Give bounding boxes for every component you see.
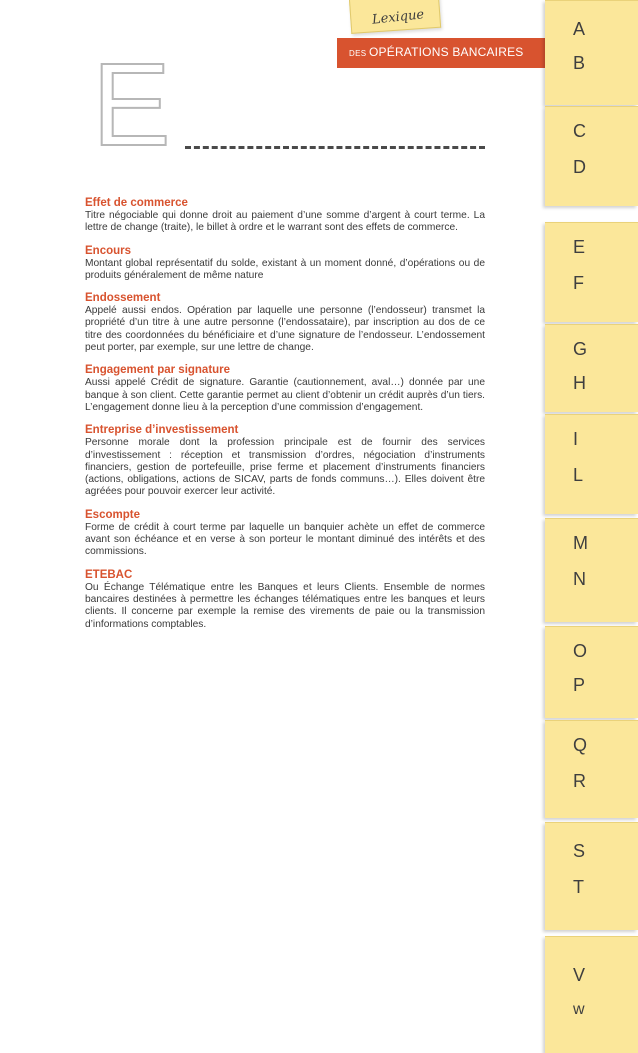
- entry-definition: Ou Échange Télématique entre les Banques et leurs Clients. Ensemble de normes bancaires destinées à permettre les échanges télématiques entre les banques et leurs clients. Il concerne par exemple la remise des virements de paie ou la transmission d’informations comptables.: [85, 581, 485, 630]
- glossary-entry: [85, 244, 485, 283]
- tab-e-f[interactable]: [545, 222, 638, 322]
- tab-letter: H: [573, 373, 586, 393]
- tab-letter: A: [573, 19, 586, 39]
- entry-term: Effet de commerce: [85, 197, 188, 209]
- dashed-divider: [185, 146, 485, 149]
- glossary-entry: [85, 423, 485, 498]
- glossary-entry: [85, 196, 485, 235]
- entry-term: Encours: [85, 244, 132, 257]
- tab-letter: E: [573, 237, 586, 257]
- glossary-list: [85, 196, 485, 640]
- entry-term: ETEBAC: [85, 568, 133, 581]
- tab-letter: I: [573, 429, 579, 449]
- entry-definition: Montant global représentatif du solde, existant à un moment donné, d’opérations ou de produits généralement de même nature: [85, 257, 485, 281]
- entry-definition: Aussi appelé Crédit de signature. Garantie (cautionnement, aval…) donnée par une banque à son client. Cette garantie permet au client d’obtenir un crédit auprès d’un tiers. L’engagement donne lieu à la perception d’une commission d’engagement.: [85, 377, 485, 413]
- header-title: OPÉRATIONS BANCAIRES: [369, 45, 524, 59]
- tab-letter: O: [573, 641, 588, 661]
- entry-term: Escompte: [85, 508, 140, 521]
- alphabet-tabs: [545, 0, 638, 1053]
- tab-letter: T: [573, 877, 584, 897]
- glossary-entry: [85, 363, 485, 414]
- tab-letter: D: [573, 157, 586, 177]
- tab-letter: L: [573, 465, 584, 485]
- tab-o-p[interactable]: [545, 626, 638, 718]
- glossary-entry: [85, 291, 485, 354]
- tab-letter: P: [573, 675, 586, 695]
- tab-letter: G: [573, 339, 588, 359]
- tab-letter: C: [573, 121, 586, 141]
- glossary-entry: [85, 568, 485, 631]
- entry-term: Engagement par signature: [85, 364, 231, 377]
- entry-definition: Forme de crédit à court terme par laquelle un banquier achète un effet de commerce avant son échéance et en verse à son porteur le montant diminué des intérêts et des commissions.: [85, 521, 485, 558]
- tab-letter: S: [573, 841, 586, 861]
- tab-v-w[interactable]: [545, 936, 638, 1053]
- tab-letter: N: [573, 569, 586, 589]
- tab-a-b[interactable]: [545, 0, 638, 105]
- tab-letter: V: [573, 965, 586, 985]
- entry-term: Endossement: [85, 292, 161, 305]
- entry-definition: Appelé aussi endos. Opération par laquelle une personne (l’endosseur) transmet la propriété d’un titre à une autre personne (l’endossataire), par inscription au dos de ce titre des coordonnées du bénéficiaire et d’une signature de l’endosseur. L’endossement peut porter, par exemple, sur une lettre de change.: [85, 305, 485, 354]
- tab-letter: B: [573, 53, 586, 73]
- tab-letter: M: [573, 533, 588, 553]
- tab-i-l[interactable]: [545, 414, 638, 514]
- lexique-label: Lexique: [371, 7, 425, 28]
- tab-g-h[interactable]: [545, 324, 638, 412]
- tab-m-n[interactable]: [545, 518, 638, 622]
- entry-definition: Personne morale dont la profession principale est de fournir des services d’investissement : réception et transmission d’ordres, négociation d’instruments financiers, gestion de portefeuille, prise ferme et placement d’instruments financiers (actions, obligations, actions de SICAV, parts de fonds communs…). Elles doivent être agréées pour pouvoir exercer leur activité.: [85, 437, 485, 498]
- section-letter: E: [92, 39, 171, 171]
- tab-letter: w: [573, 1001, 585, 1018]
- tab-s-t[interactable]: [545, 822, 638, 930]
- tab-q-r[interactable]: [545, 720, 638, 818]
- tab-letter: R: [573, 771, 586, 791]
- tab-letter: Q: [573, 735, 588, 755]
- tab-c-d[interactable]: [545, 106, 638, 206]
- tab-letter: F: [573, 273, 584, 293]
- entry-definition: Titre négociable qui donne droit au paiement d’une somme d’argent à court terme. La lettre de change (traite), le billet à ordre et le warrant sont des effets de commerce.: [85, 210, 485, 234]
- entry-term: Entreprise d’investissement: [85, 424, 239, 437]
- header-banner: [337, 38, 549, 68]
- header-des: DES: [349, 49, 367, 58]
- glossary-entry: [85, 508, 485, 559]
